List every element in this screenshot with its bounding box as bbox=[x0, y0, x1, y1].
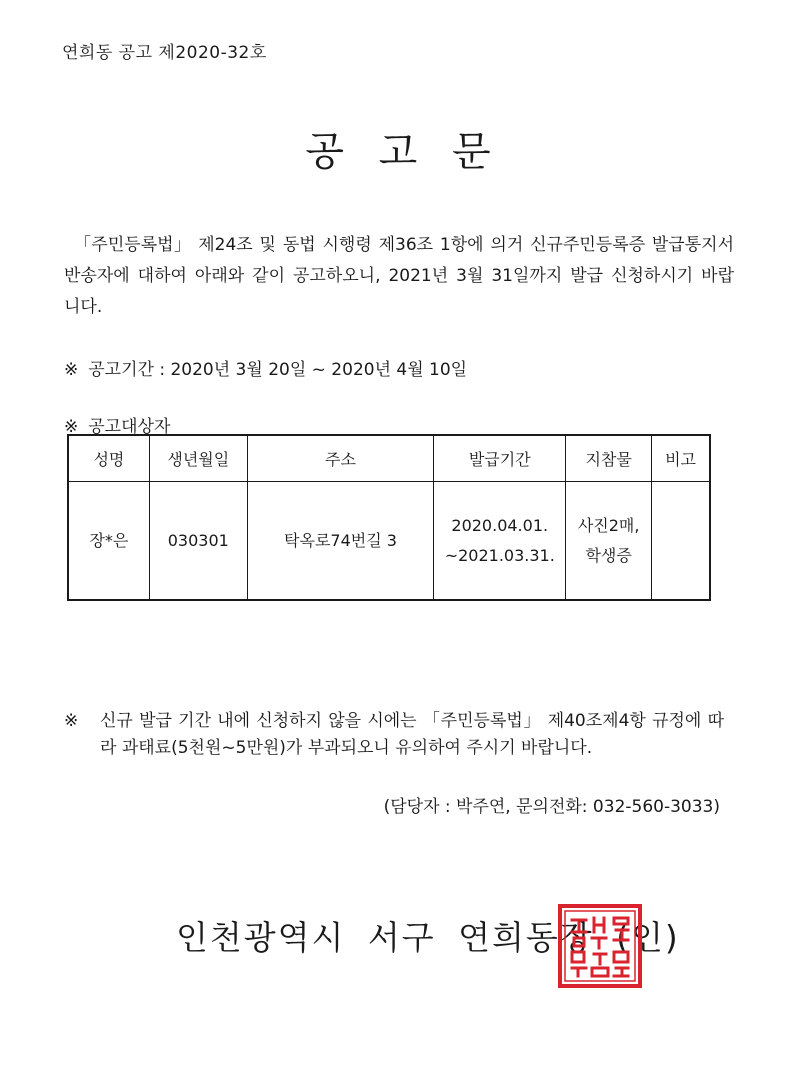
targets-heading-text: 공고대상자 bbox=[88, 417, 171, 437]
notice-period-text: 공고기간 : 2020년 3월 20일 ~ 2020년 4월 10일 bbox=[88, 360, 468, 380]
cell-period bbox=[434, 482, 566, 600]
column-header-name: 성명 bbox=[69, 436, 150, 482]
penalty-notice bbox=[64, 708, 724, 762]
table-row bbox=[69, 482, 710, 600]
cell-items-line2: 학생증 bbox=[585, 545, 632, 565]
column-header-birth: 생년월일 bbox=[149, 436, 247, 482]
official-seal-icon bbox=[556, 902, 644, 990]
reference-mark-icon: ※ bbox=[64, 711, 79, 731]
column-header-note: 비고 bbox=[652, 436, 710, 482]
cell-birth: 030301 bbox=[149, 482, 247, 600]
cell-address: 탁옥로74번길 3 bbox=[247, 482, 434, 600]
targets-table bbox=[68, 435, 710, 600]
column-header-address: 주소 bbox=[247, 436, 434, 482]
document-title: 공 고 문 bbox=[305, 129, 495, 175]
penalty-notice-text: 신규 발급 기간 내에 신청하지 않을 시에는 「주민등록법」 제40조제4항 규정에 따라 과태료(5천원~5만원)가 부과되오니 유의하여 주시기 바랍니다. bbox=[100, 711, 724, 758]
column-header-period: 발급기간 bbox=[434, 436, 566, 482]
signer-name: 인천광역시 서구 연희동장 (인) bbox=[176, 918, 680, 957]
cell-items bbox=[566, 482, 652, 600]
targets-heading bbox=[64, 412, 170, 437]
cell-note bbox=[652, 482, 710, 600]
contact-info: (담당자 : 박주연, 문의전화: 032-560-3033) bbox=[383, 797, 720, 817]
intro-paragraph: 「주민등록법」 제24조 및 동법 시행령 제36조 1항에 의거 신규주민등록증 발급통지서 반송자에 대하여 아래와 같이 공고하오니, 2021년 3월 31일까지 발급 신청하시기 바랍니다. bbox=[64, 235, 734, 317]
cell-items-line1: 사진2매, bbox=[577, 515, 640, 535]
table-header-row bbox=[69, 436, 710, 482]
reference-mark-icon: ※ bbox=[64, 417, 79, 437]
cell-period-end: ~2021.03.31. bbox=[444, 545, 555, 565]
cell-name: 장*은 bbox=[69, 482, 150, 600]
column-header-items: 지참물 bbox=[566, 436, 652, 482]
notice-period bbox=[64, 355, 467, 380]
reference-mark-icon: ※ bbox=[64, 360, 79, 380]
document-number: 연희동 공고 제2020-32호 bbox=[62, 43, 267, 63]
cell-period-start: 2020.04.01. bbox=[451, 515, 549, 535]
